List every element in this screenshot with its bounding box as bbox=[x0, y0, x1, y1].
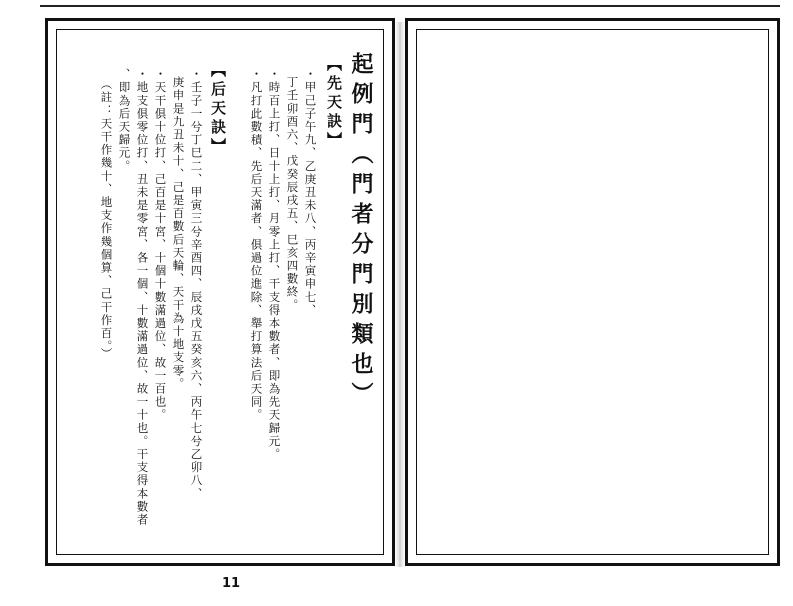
text-line: ・時百上打、日十上打、月零上打、干支得本數者、即為先天歸元。 bbox=[267, 68, 282, 461]
text-line: 丁壬卯酉六、戊癸辰戌五、巳亥四數終。 bbox=[285, 76, 300, 312]
book-gutter bbox=[395, 22, 405, 567]
book-top-edge bbox=[40, 5, 780, 7]
section-heading-houtian: 【后天訣】 bbox=[209, 62, 227, 157]
text-line: ・凡打此數積、先后天滿者、俱過位進除、舉打算法后天同。 bbox=[249, 68, 264, 422]
page-title: 起例門（門者分門別類也） bbox=[348, 52, 374, 412]
right-page-blank bbox=[405, 18, 780, 566]
text-line: ・壬子一兮丁巳二、甲寅三兮辛酉四、辰戌戊五癸亥六、丙午七兮乙卯八、 bbox=[189, 68, 204, 501]
annotation-note: （註：天干作幾十、地支作幾個算、己干作百。） bbox=[99, 78, 114, 361]
text-line: 庚申是九丑未十、己是百數后天輪、天干為十地支零。 bbox=[171, 76, 186, 391]
page-number: 11 bbox=[222, 576, 241, 591]
text-line: 、即為后天歸元。 bbox=[117, 68, 132, 173]
text-line: ・天干俱十位打、己百是十宮、十個十數滿過位、故一百也。 bbox=[153, 68, 168, 422]
right-page-inner-frame bbox=[416, 29, 769, 555]
text-line: ・地支俱零位打、丑未是零宮、各一個、十數滿過位、故一十也。干支得本數者 bbox=[135, 68, 150, 527]
section-heading-xiantian: 【先天訣】 bbox=[325, 56, 343, 151]
text-line: ・甲己子午九、乙庚丑未八、丙辛寅申七、 bbox=[303, 68, 318, 317]
